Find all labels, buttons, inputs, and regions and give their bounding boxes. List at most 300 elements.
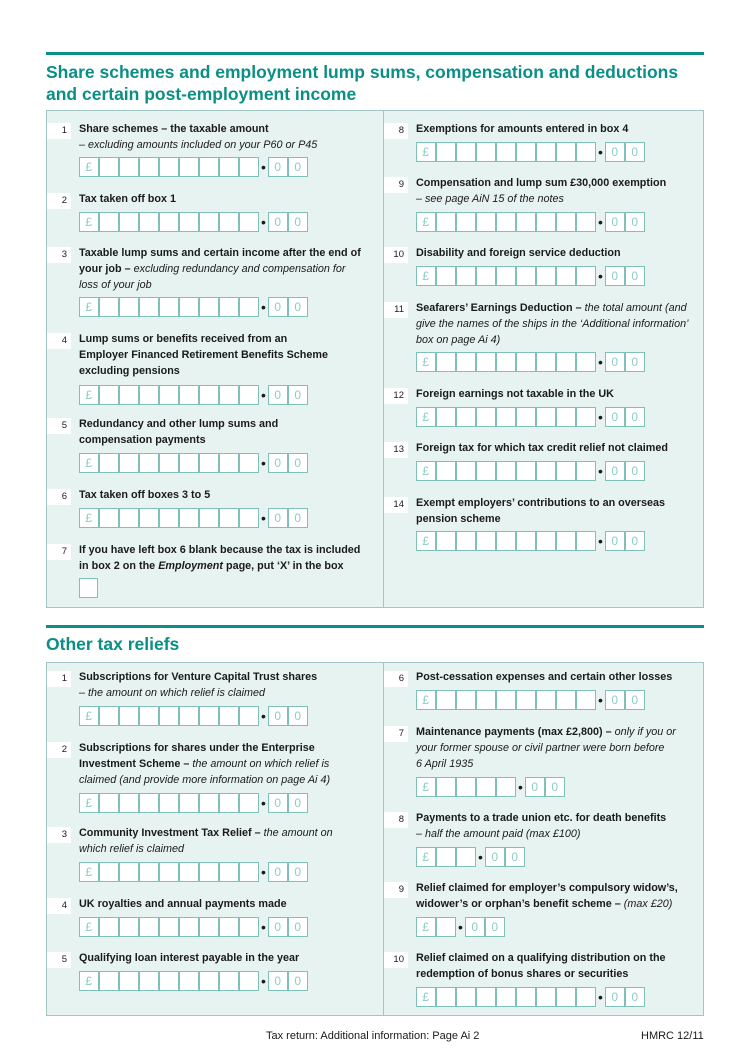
digit-box[interactable] <box>456 461 476 481</box>
decimal-point: • <box>598 268 603 284</box>
digit-box[interactable] <box>119 971 139 991</box>
digit-box[interactable] <box>436 266 456 286</box>
digit-box[interactable] <box>516 266 536 286</box>
digit-box[interactable] <box>219 385 239 405</box>
digit-box[interactable] <box>219 297 239 317</box>
pence-box[interactable]: 0 <box>505 847 525 867</box>
digit-box[interactable] <box>456 847 476 867</box>
digit-box[interactable] <box>99 917 119 937</box>
question-label: Exempt employers’ contributions to an overseas pension scheme <box>416 497 666 525</box>
pence-box[interactable]: 0 <box>605 142 625 162</box>
pence-box[interactable]: 0 <box>625 461 645 481</box>
pound-box[interactable]: £ <box>79 706 99 726</box>
digit-box[interactable] <box>456 690 476 710</box>
pence-box[interactable]: 0 <box>288 971 308 991</box>
digit-box[interactable] <box>556 690 576 710</box>
question-label: UK royalties and annual payments made <box>79 898 287 910</box>
digit-box[interactable] <box>476 352 496 372</box>
pence-box[interactable]: 0 <box>288 862 308 882</box>
digit-box[interactable] <box>536 461 556 481</box>
pence-box[interactable]: 0 <box>268 862 288 882</box>
pence-box[interactable]: 0 <box>525 777 545 797</box>
question-label: Subscriptions for Venture Capital Trust shares – the amount on which relief is claimed <box>79 671 318 699</box>
digit-box[interactable] <box>496 266 516 286</box>
question-label: Foreign earnings not taxable in the UK <box>416 388 614 400</box>
digit-box[interactable] <box>179 917 199 937</box>
box-number: 1 <box>47 123 71 139</box>
pound-box[interactable]: £ <box>79 297 99 317</box>
digit-box[interactable] <box>199 157 219 177</box>
amount-field <box>79 212 308 232</box>
footer-form-code: HMRC 12/11 <box>641 1030 704 1042</box>
digit-box[interactable] <box>496 461 516 481</box>
digit-box[interactable] <box>576 407 596 427</box>
pence-box[interactable]: 0 <box>605 461 625 481</box>
digit-box[interactable] <box>119 385 139 405</box>
digit-box[interactable] <box>99 793 119 813</box>
pence-box[interactable]: 0 <box>288 385 308 405</box>
pence-box[interactable]: 0 <box>268 508 288 528</box>
decimal-point: • <box>261 455 266 471</box>
decimal-point: • <box>261 864 266 880</box>
box-number: 4 <box>47 333 71 349</box>
digit-box[interactable] <box>159 706 179 726</box>
digit-box[interactable] <box>576 142 596 162</box>
pence-box[interactable]: 0 <box>288 793 308 813</box>
digit-box[interactable] <box>456 352 476 372</box>
pence-box[interactable]: 0 <box>288 453 308 473</box>
question-label: Tax taken off boxes 3 to 5 <box>79 489 211 501</box>
decimal-point: • <box>261 387 266 403</box>
question-label: Subscriptions for shares under the Enterprise Investment Scheme – the amount on which relief is claimed (and provide more information on page Ai 4) <box>79 742 331 786</box>
amount-field <box>79 862 308 882</box>
digit-box[interactable] <box>139 453 159 473</box>
pence-box[interactable]: 0 <box>288 917 308 937</box>
box-number: 9 <box>384 882 408 898</box>
pence-box[interactable]: 0 <box>605 987 625 1007</box>
digit-box[interactable] <box>219 706 239 726</box>
digit-box[interactable] <box>576 212 596 232</box>
box-number: 7 <box>384 726 408 742</box>
pence-box[interactable]: 0 <box>268 971 288 991</box>
digit-box[interactable] <box>139 793 159 813</box>
pence-box[interactable]: 0 <box>625 142 645 162</box>
box-number: 10 <box>384 952 408 968</box>
digit-box[interactable] <box>556 461 576 481</box>
digit-box[interactable] <box>119 297 139 317</box>
question-label: Seafarers’ Earnings Deduction – the total amount (and give the names of the ships in the ‘Additional information’ box on page Ai 4) <box>416 302 689 346</box>
digit-box[interactable] <box>436 461 456 481</box>
decimal-point: • <box>261 973 266 989</box>
box-number: 2 <box>47 193 71 209</box>
pence-box[interactable]: 0 <box>268 157 288 177</box>
x-checkbox[interactable] <box>79 578 98 598</box>
digit-box[interactable] <box>516 531 536 551</box>
digit-box[interactable] <box>556 212 576 232</box>
digit-box[interactable] <box>239 212 259 232</box>
digit-box[interactable] <box>436 531 456 551</box>
digit-box[interactable] <box>239 706 259 726</box>
pence-box[interactable]: 0 <box>605 531 625 551</box>
pence-box[interactable]: 0 <box>288 212 308 232</box>
digit-box[interactable] <box>219 971 239 991</box>
digit-box[interactable] <box>179 793 199 813</box>
pound-box[interactable]: £ <box>416 917 436 937</box>
digit-box[interactable] <box>496 987 516 1007</box>
digit-box[interactable] <box>119 862 139 882</box>
box-number: 8 <box>384 123 408 139</box>
amount-field <box>416 847 525 867</box>
digit-box[interactable] <box>119 157 139 177</box>
digit-box[interactable] <box>476 407 496 427</box>
amount-field <box>79 297 308 317</box>
digit-box[interactable] <box>476 690 496 710</box>
digit-box[interactable] <box>179 862 199 882</box>
decimal-point: • <box>261 510 266 526</box>
digit-box[interactable] <box>516 987 536 1007</box>
pence-box[interactable]: 0 <box>268 297 288 317</box>
digit-box[interactable] <box>476 142 496 162</box>
pence-box[interactable]: 0 <box>625 266 645 286</box>
digit-box[interactable] <box>456 142 476 162</box>
pound-box[interactable]: £ <box>416 531 436 551</box>
digit-box[interactable] <box>576 690 596 710</box>
digit-box[interactable] <box>436 917 456 937</box>
digit-box[interactable] <box>159 212 179 232</box>
digit-box[interactable] <box>556 266 576 286</box>
digit-box[interactable] <box>179 385 199 405</box>
question-label: Maintenance payments (max £2,800) – only if you or your former spouse or civil partner were born before 6 April 1935 <box>416 726 676 770</box>
decimal-point: • <box>598 144 603 160</box>
pound-box[interactable]: £ <box>416 847 436 867</box>
decimal-point: • <box>261 214 266 230</box>
digit-box[interactable] <box>516 407 536 427</box>
pence-box[interactable]: 0 <box>625 690 645 710</box>
digit-box[interactable] <box>516 352 536 372</box>
decimal-point: • <box>598 692 603 708</box>
digit-box[interactable] <box>436 690 456 710</box>
digit-box[interactable] <box>159 157 179 177</box>
digit-box[interactable] <box>436 987 456 1007</box>
digit-box[interactable] <box>99 706 119 726</box>
digit-box[interactable] <box>239 862 259 882</box>
digit-box[interactable] <box>139 917 159 937</box>
question-label: Disability and foreign service deduction <box>416 247 621 259</box>
digit-box[interactable] <box>119 793 139 813</box>
question-label: Exemptions for amounts entered in box 4 <box>416 123 629 135</box>
digit-box[interactable] <box>159 971 179 991</box>
digit-box[interactable] <box>99 297 119 317</box>
digit-box[interactable] <box>496 407 516 427</box>
digit-box[interactable] <box>456 987 476 1007</box>
digit-box[interactable] <box>456 407 476 427</box>
digit-box[interactable] <box>556 531 576 551</box>
digit-box[interactable] <box>179 706 199 726</box>
digit-box[interactable] <box>476 777 496 797</box>
digit-box[interactable] <box>476 987 496 1007</box>
decimal-point: • <box>458 919 463 935</box>
pound-box[interactable]: £ <box>79 793 99 813</box>
pence-box[interactable]: 0 <box>605 690 625 710</box>
digit-box[interactable] <box>456 531 476 551</box>
pence-box[interactable]: 0 <box>268 385 288 405</box>
digit-box[interactable] <box>179 971 199 991</box>
decimal-point: • <box>598 214 603 230</box>
digit-box[interactable] <box>199 793 219 813</box>
digit-box[interactable] <box>239 917 259 937</box>
digit-box[interactable] <box>99 971 119 991</box>
question-label: Qualifying loan interest payable in the year <box>79 952 300 964</box>
question-label: Compensation and lump sum £30,000 exemption – see page AiN 15 of the notes <box>416 177 667 205</box>
digit-box[interactable] <box>219 862 239 882</box>
digit-box[interactable] <box>476 212 496 232</box>
amount-field <box>416 461 645 481</box>
digit-box[interactable] <box>219 157 239 177</box>
amount-field <box>416 777 565 797</box>
digit-box[interactable] <box>496 142 516 162</box>
digit-box[interactable] <box>456 266 476 286</box>
pence-box[interactable]: 0 <box>605 266 625 286</box>
pence-box[interactable]: 0 <box>268 793 288 813</box>
digit-box[interactable] <box>199 706 219 726</box>
digit-box[interactable] <box>199 862 219 882</box>
digit-box[interactable] <box>139 385 159 405</box>
digit-box[interactable] <box>199 297 219 317</box>
digit-box[interactable] <box>556 142 576 162</box>
pound-box[interactable]: £ <box>79 453 99 473</box>
pound-box[interactable]: £ <box>416 690 436 710</box>
amount-field <box>79 453 308 473</box>
digit-box[interactable] <box>219 508 239 528</box>
digit-box[interactable] <box>139 212 159 232</box>
question-label: Tax taken off box 1 <box>79 193 176 205</box>
digit-box[interactable] <box>239 385 259 405</box>
digit-box[interactable] <box>139 508 159 528</box>
pence-box[interactable]: 0 <box>288 706 308 726</box>
amount-field <box>416 352 645 372</box>
digit-box[interactable] <box>436 142 456 162</box>
pound-box[interactable]: £ <box>416 352 436 372</box>
digit-box[interactable] <box>99 157 119 177</box>
digit-box[interactable] <box>219 212 239 232</box>
pound-box[interactable]: £ <box>416 777 436 797</box>
digit-box[interactable] <box>239 971 259 991</box>
box-number: 11 <box>384 302 408 318</box>
digit-box[interactable] <box>536 987 556 1007</box>
digit-box[interactable] <box>99 453 119 473</box>
amount-field <box>416 690 645 710</box>
digit-box[interactable] <box>139 862 159 882</box>
question-label: Share schemes – the taxable amount – excluding amounts included on your P60 or P45 <box>79 123 318 151</box>
digit-box[interactable] <box>219 453 239 473</box>
digit-box[interactable] <box>199 971 219 991</box>
pound-box[interactable]: £ <box>416 142 436 162</box>
digit-box[interactable] <box>179 453 199 473</box>
digit-box[interactable] <box>556 352 576 372</box>
digit-box[interactable] <box>199 212 219 232</box>
digit-box[interactable] <box>536 266 556 286</box>
digit-box[interactable] <box>159 917 179 937</box>
section-title: Other tax reliefs <box>46 634 180 654</box>
digit-box[interactable] <box>219 917 239 937</box>
pence-box[interactable]: 0 <box>485 917 505 937</box>
digit-box[interactable] <box>536 352 556 372</box>
pound-box[interactable]: £ <box>416 266 436 286</box>
digit-box[interactable] <box>536 690 556 710</box>
pence-box[interactable]: 0 <box>625 212 645 232</box>
digit-box[interactable] <box>159 297 179 317</box>
digit-box[interactable] <box>536 531 556 551</box>
box-number: 3 <box>47 827 71 843</box>
digit-box[interactable] <box>119 212 139 232</box>
digit-box[interactable] <box>159 385 179 405</box>
digit-box[interactable] <box>139 971 159 991</box>
pound-box[interactable]: £ <box>79 971 99 991</box>
digit-box[interactable] <box>536 407 556 427</box>
digit-box[interactable] <box>179 297 199 317</box>
digit-box[interactable] <box>179 212 199 232</box>
footer-page-label: Tax return: Additional information: Page Ai 2 <box>266 1030 480 1042</box>
pence-box[interactable]: 0 <box>605 407 625 427</box>
digit-box[interactable] <box>456 777 476 797</box>
decimal-point: • <box>598 354 603 370</box>
box-number: 8 <box>384 812 408 828</box>
amount-field <box>416 212 645 232</box>
pence-box[interactable]: 0 <box>625 987 645 1007</box>
digit-box[interactable] <box>576 987 596 1007</box>
digit-box[interactable] <box>496 531 516 551</box>
pound-box[interactable]: £ <box>416 987 436 1007</box>
digit-box[interactable] <box>119 453 139 473</box>
box-number: 3 <box>47 247 71 263</box>
amount-field <box>416 142 645 162</box>
digit-box[interactable] <box>159 793 179 813</box>
question-label: Relief claimed for employer’s compulsory widow’s, widower’s or orphan’s benefit scheme – (max £20) <box>416 882 678 910</box>
pound-box[interactable]: £ <box>79 508 99 528</box>
pence-box[interactable]: 0 <box>268 917 288 937</box>
decimal-point: • <box>598 989 603 1005</box>
pence-box[interactable]: 0 <box>485 847 505 867</box>
digit-box[interactable] <box>556 407 576 427</box>
digit-box[interactable] <box>576 352 596 372</box>
decimal-point: • <box>478 849 483 865</box>
pound-box[interactable]: £ <box>79 157 99 177</box>
digit-box[interactable] <box>436 847 456 867</box>
pence-box[interactable]: 0 <box>625 352 645 372</box>
pence-box[interactable]: 0 <box>288 297 308 317</box>
digit-box[interactable] <box>179 157 199 177</box>
pence-box[interactable]: 0 <box>465 917 485 937</box>
digit-box[interactable] <box>139 297 159 317</box>
digit-box[interactable] <box>199 385 219 405</box>
pound-box[interactable]: £ <box>416 212 436 232</box>
pence-box[interactable]: 0 <box>545 777 565 797</box>
digit-box[interactable] <box>179 508 199 528</box>
decimal-point: • <box>261 299 266 315</box>
digit-box[interactable] <box>496 777 516 797</box>
digit-box[interactable] <box>159 862 179 882</box>
digit-box[interactable] <box>476 531 496 551</box>
digit-box[interactable] <box>556 987 576 1007</box>
amount-field <box>416 266 645 286</box>
digit-box[interactable] <box>436 777 456 797</box>
digit-box[interactable] <box>99 212 119 232</box>
digit-box[interactable] <box>199 508 219 528</box>
digit-box[interactable] <box>496 352 516 372</box>
digit-box[interactable] <box>99 385 119 405</box>
digit-box[interactable] <box>239 793 259 813</box>
section-title: Share schemes and employment lump sums, compensation and deductions and certain post-employment income <box>46 62 679 104</box>
digit-box[interactable] <box>536 142 556 162</box>
pence-box[interactable]: 0 <box>288 508 308 528</box>
digit-box[interactable] <box>516 461 536 481</box>
digit-box[interactable] <box>576 461 596 481</box>
digit-box[interactable] <box>239 508 259 528</box>
pound-box[interactable]: £ <box>416 461 436 481</box>
digit-box[interactable] <box>496 212 516 232</box>
pence-box[interactable]: 0 <box>288 157 308 177</box>
pence-box[interactable]: 0 <box>605 212 625 232</box>
digit-box[interactable] <box>476 266 496 286</box>
digit-box[interactable] <box>159 508 179 528</box>
box-number: 1 <box>47 671 71 687</box>
digit-box[interactable] <box>436 352 456 372</box>
digit-box[interactable] <box>199 917 219 937</box>
digit-box[interactable] <box>139 157 159 177</box>
digit-box[interactable] <box>476 461 496 481</box>
digit-box[interactable] <box>436 407 456 427</box>
digit-box[interactable] <box>456 212 476 232</box>
digit-box[interactable] <box>99 508 119 528</box>
digit-box[interactable] <box>516 142 536 162</box>
digit-box[interactable] <box>496 690 516 710</box>
digit-box[interactable] <box>199 453 219 473</box>
pence-box[interactable]: 0 <box>625 531 645 551</box>
pence-box[interactable]: 0 <box>268 453 288 473</box>
digit-box[interactable] <box>239 157 259 177</box>
decimal-point: • <box>598 463 603 479</box>
question-label: If you have left box 6 blank because the tax is included in box 2 on the Employment page, put ‘X’ in the box <box>79 544 361 572</box>
digit-box[interactable] <box>239 453 259 473</box>
digit-box[interactable] <box>239 297 259 317</box>
pound-box[interactable]: £ <box>79 385 99 405</box>
digit-box[interactable] <box>516 690 536 710</box>
digit-box[interactable] <box>576 266 596 286</box>
digit-box[interactable] <box>139 706 159 726</box>
pound-box[interactable]: £ <box>79 917 99 937</box>
digit-box[interactable] <box>576 531 596 551</box>
digit-box[interactable] <box>119 706 139 726</box>
digit-box[interactable] <box>219 793 239 813</box>
digit-box[interactable] <box>119 917 139 937</box>
digit-box[interactable] <box>159 453 179 473</box>
pence-box[interactable]: 0 <box>625 407 645 427</box>
digit-box[interactable] <box>516 212 536 232</box>
digit-box[interactable] <box>99 862 119 882</box>
digit-box[interactable] <box>119 508 139 528</box>
amount-field <box>416 531 645 551</box>
decimal-point: • <box>261 708 266 724</box>
pence-box[interactable]: 0 <box>268 706 288 726</box>
pound-box[interactable]: £ <box>79 212 99 232</box>
pound-box[interactable]: £ <box>79 862 99 882</box>
digit-box[interactable] <box>536 212 556 232</box>
box-number: 10 <box>384 247 408 263</box>
pence-box[interactable]: 0 <box>605 352 625 372</box>
pound-box[interactable]: £ <box>416 407 436 427</box>
digit-box[interactable] <box>436 212 456 232</box>
pence-box[interactable]: 0 <box>268 212 288 232</box>
